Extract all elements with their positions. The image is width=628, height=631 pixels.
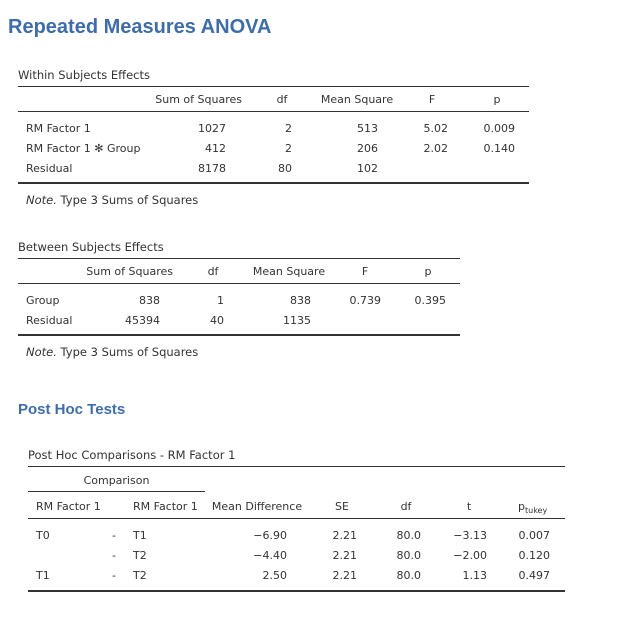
row-ss: 45394 [125,314,160,327]
row-factor-b: T1 [133,529,147,542]
row-df: 2 [285,122,292,135]
posthoc-bottom-rule [28,590,565,592]
row-p: 0.140 [483,142,515,155]
row-separator: - [112,569,116,582]
between-header-ss: Sum of Squares [86,265,173,278]
row-f: 0.739 [349,294,381,307]
within-top-rule [18,86,529,87]
between-header-p: p [424,265,432,278]
row-df: 80.0 [396,529,421,542]
between-header-rule [18,283,460,284]
posthoc-header-md: Mean Difference [211,500,303,513]
row-ss: 412 [205,142,226,155]
row-df: 40 [210,314,224,327]
between-note [26,345,198,359]
within-table-caption: Within Subjects Effects [18,68,150,82]
within-bottom-rule [18,182,529,184]
row-ss: 838 [139,294,160,307]
row-ss: 8178 [198,162,226,175]
row-ms: 838 [290,294,311,307]
posthoc-header-se: SE [335,500,349,513]
row-p: 0.497 [518,569,550,582]
row-p: 0.009 [483,122,515,135]
between-table-caption: Between Subjects Effects [18,240,164,254]
posthoc-header-df: df [400,500,412,513]
row-se: 2.21 [332,569,357,582]
row-separator: - [112,529,116,542]
within-header-rule [18,111,529,112]
row-term: RM Factor 1 [26,122,91,135]
within-note [26,193,198,207]
row-df: 80 [278,162,292,175]
row-ms: 206 [357,142,378,155]
row-df: 80.0 [396,569,421,582]
row-se: 2.21 [332,529,357,542]
posthoc-group-rule [28,491,205,492]
row-ss: 1027 [198,122,226,135]
p-symbol: p [518,500,525,513]
row-se: 2.21 [332,549,357,562]
row-factor-b: T2 [133,569,147,582]
row-p: 0.395 [414,294,446,307]
row-mean-diff: −6.90 [253,529,287,542]
row-factor-a: T1 [36,569,50,582]
between-header-ms: Mean Square [252,265,326,278]
row-ms: 102 [357,162,378,175]
posthoc-top-rule [28,466,565,467]
row-t: −3.13 [453,529,487,542]
between-header-f: F [361,265,369,278]
row-ms: 1135 [283,314,311,327]
row-term: RM Factor 1 ✻ Group [26,142,141,155]
row-f: 2.02 [423,142,448,155]
note-label: Note. [26,193,57,207]
posthoc-header-t: t [466,500,472,513]
within-header-p: p [493,93,501,106]
row-ms: 513 [357,122,378,135]
note-text: Type 3 Sums of Squares [56,193,199,207]
between-top-rule [18,258,460,259]
posthoc-header-p-tukey [518,500,547,515]
p-subscript: tukey [524,506,548,516]
row-term: Residual [26,314,73,327]
row-term: Residual [26,162,73,175]
between-bottom-rule [18,334,460,336]
between-header-df: df [207,265,219,278]
row-p: 0.120 [518,549,550,562]
row-df: 80.0 [396,549,421,562]
row-df: 1 [217,294,224,307]
posthoc-header-factor-b: RM Factor 1 [133,500,198,513]
posthoc-heading: Post Hoc Tests [18,401,126,418]
row-p: 0.007 [518,529,550,542]
posthoc-table-caption: Post Hoc Comparisons - RM Factor 1 [28,448,236,462]
within-header-ms: Mean Square [320,93,394,106]
note-text: Type 3 Sums of Squares [56,345,199,359]
within-header-f: F [428,93,436,106]
within-header-ss: Sum of Squares [155,93,242,106]
row-factor-a: T0 [36,529,50,542]
row-f: 5.02 [423,122,448,135]
row-mean-diff: −4.40 [253,549,287,562]
row-term: Group [26,294,60,307]
note-label: Note. [26,345,57,359]
row-t: −2.00 [453,549,487,562]
posthoc-group-header: Comparison [83,474,150,487]
row-separator: - [112,549,116,562]
row-t: 1.13 [462,569,487,582]
posthoc-header-rule [28,518,565,519]
page-title: Repeated Measures ANOVA [8,16,272,38]
row-factor-b: T2 [133,549,147,562]
within-header-df: df [276,93,288,106]
row-df: 2 [285,142,292,155]
row-mean-diff: 2.50 [262,569,287,582]
posthoc-header-factor-a: RM Factor 1 [36,500,101,513]
